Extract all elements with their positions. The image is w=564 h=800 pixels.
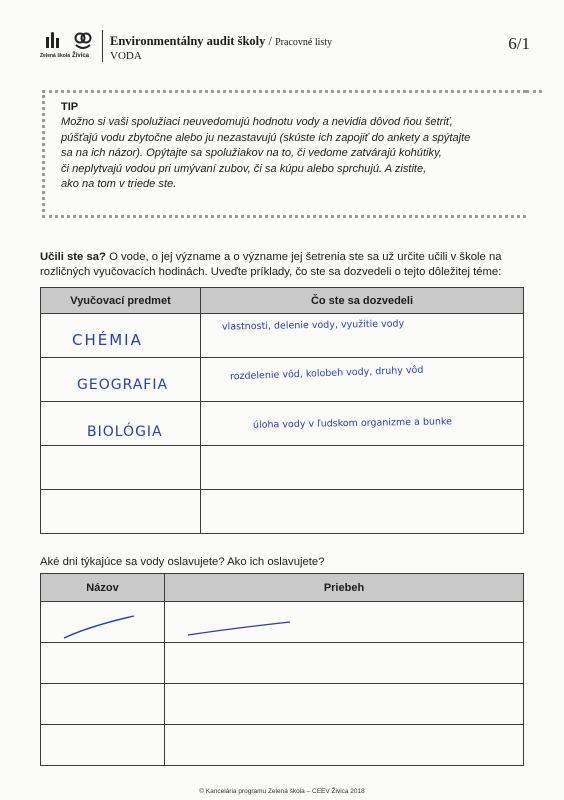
- table-cell[interactable]: [41, 446, 201, 490]
- table-row: [41, 725, 524, 766]
- title-subtitle: Pracovné listy: [275, 37, 333, 48]
- section2-question: Aké dni týkajúce sa vody oslavujete? Ako ich oslavujete?: [40, 556, 325, 568]
- tip-box: [42, 90, 526, 218]
- table-row: [41, 446, 524, 490]
- table-row: [41, 684, 524, 725]
- tip-title: TIP: [61, 101, 79, 113]
- section1-question: [40, 250, 535, 280]
- logo-caption-zelena-skola: Zelená škola: [40, 53, 71, 59]
- table-header-row: [41, 288, 524, 314]
- section1-question-line1: O vode, o jej význame a o význame jej šetrenia ste sa už určite učili v škole na: [105, 251, 502, 263]
- pen-stroke-name: [60, 612, 140, 642]
- tip-text: [61, 115, 531, 193]
- col-header-subject: Vyučovací predmet: [41, 288, 201, 314]
- col-header-learned: Čo ste sa dozvedeli: [201, 288, 524, 314]
- topic-label: VODA: [110, 50, 142, 62]
- table-cell[interactable]: [201, 490, 524, 534]
- title-separator: /: [265, 34, 276, 48]
- table-row: [41, 490, 524, 534]
- table-cell[interactable]: [165, 643, 524, 684]
- tip-line: sa na ich názor). Opýtajte sa spolužiakov na to, či vedome zatvárajú kohútiky,: [61, 147, 442, 159]
- logos: [40, 32, 98, 64]
- handwritten-subject-3: BIOLÓGIA: [87, 424, 163, 440]
- handwritten-subject-1: CHÉMIA: [72, 331, 143, 349]
- days-table: [40, 573, 524, 766]
- page-title: [110, 34, 332, 49]
- title-main: Environmentálny audit školy: [110, 34, 266, 48]
- tip-line: ako na tom v triede ste.: [61, 178, 177, 190]
- col-header-course: Priebeh: [165, 574, 524, 602]
- handwritten-subject-2: GEOGRAFIA: [77, 377, 169, 393]
- tip-line: či neplytvajú vodou pri umývaní zubov, či sa kúpu alebo sprchujú. A zistite,: [61, 162, 427, 175]
- zelena-skola-logo-icon: [44, 32, 62, 50]
- header-divider: [102, 30, 103, 62]
- tip-line: Možno si vaši spolužiaci neuvedomujú hodnotu vody a nevidia dôvod ňou šetriť,: [61, 116, 453, 128]
- handwritten-learned-3: úloha vody v ľudskom organizme a bunke: [252, 416, 453, 431]
- table-cell[interactable]: [41, 490, 201, 534]
- pen-stroke-course: [185, 620, 295, 640]
- page-header: [40, 30, 540, 70]
- page-number: 6/1: [508, 34, 530, 53]
- zivica-logo-icon: [74, 32, 92, 50]
- table-cell[interactable]: [201, 446, 524, 490]
- table-cell[interactable]: [41, 643, 165, 684]
- table-cell[interactable]: [165, 725, 524, 766]
- logo-caption-zivica: Živica: [72, 53, 90, 59]
- table-cell[interactable]: [41, 684, 165, 725]
- table-header-row: [41, 574, 524, 602]
- footer-copyright: © Kancelária programu Zelená škola – CEEV Živica 2018: [199, 788, 365, 795]
- section1-question-line2: rozličných vyučovacích hodinách. Uveďte príklady, čo ste sa dozvedeli o tejto dôležitej téme:: [40, 266, 502, 278]
- tip-line: púšťajú vodu zbytočne alebo ju nezastavujú (skúste ich zapojiť do ankety a spýtajte: [61, 131, 471, 144]
- table-cell[interactable]: [165, 684, 524, 725]
- handwritten-learned-1: vlastnosti, delenie vody, využitie vody: [221, 318, 405, 333]
- section1-question-bold: Učili ste sa?: [40, 251, 106, 263]
- col-header-name: Názov: [41, 574, 165, 602]
- table-cell[interactable]: [41, 725, 165, 766]
- table-row: [41, 643, 524, 684]
- handwritten-learned-2: rozdelenie vôd, kolobeh vody, druhy vôd: [229, 364, 424, 383]
